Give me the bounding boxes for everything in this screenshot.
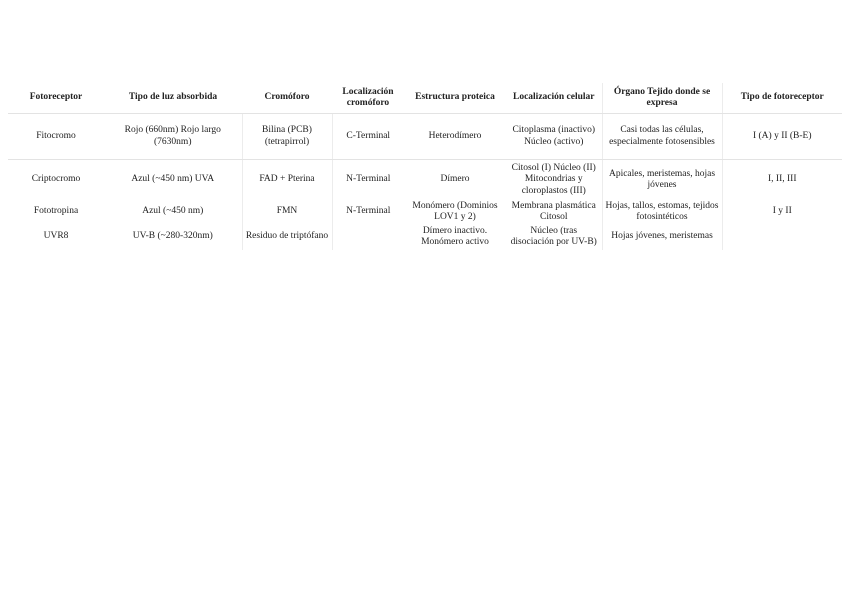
cell-fotoreceptor: Criptocromo [31, 174, 81, 185]
cell-fotoreceptor: Fototropina [33, 206, 79, 217]
header-fotoreceptor: Fotoreceptor [8, 83, 104, 114]
cell-fotoreceptor: Fitocromo [8, 114, 104, 160]
cell-luz: Azul (~450 nm) UVA [104, 160, 242, 201]
cell-loc-cromoforo: N-Terminal [346, 206, 391, 217]
photoreceptor-table [8, 83, 842, 250]
cell-loc-cromoforo: N-Terminal [346, 174, 391, 185]
header-localizacion-cromoforo: Localización cromóforo [332, 83, 404, 114]
cell-fotoreceptor: UVR8 [43, 231, 69, 242]
cell-cromoforo: FAD + Pterina [242, 160, 332, 201]
cell-loc-celular: Núcleo (tras disociación por UV-B) [506, 224, 602, 250]
cell-luz: Azul (~450 nm) [104, 200, 242, 224]
table-row [8, 114, 842, 160]
header-estructura-proteica: Estructura proteica [404, 83, 506, 114]
cell-organo: Hojas, tallos, estomas, tejidos fotosintéticos [602, 200, 722, 224]
cell-luz: UV-B (~280-320nm) [104, 224, 242, 250]
cell-tipo: I, II, III [768, 174, 797, 185]
table-row [8, 224, 842, 250]
cell-loc-cromoforo: C-Terminal [332, 114, 404, 160]
cell-estructura: Dímero [440, 174, 470, 185]
header-tipo-fotoreceptor: Tipo de fotoreceptor [722, 83, 842, 114]
cell-cromoforo: FMN [242, 200, 332, 224]
cell-loc-celular: Citosol (I) Núcleo (II) Mitocondrias y cloroplastos (III) [506, 160, 602, 201]
cell-organo: Casi todas las células, especialmente fotosensibles [602, 114, 722, 160]
table-row [8, 200, 842, 224]
cell-estructura: Monómero (Dominios LOV1 y 2) [412, 200, 498, 222]
table-row [8, 160, 842, 201]
cell-estructura: Dímero inactivo. Monómero activo [421, 225, 489, 247]
table-header-row [8, 83, 842, 114]
cell-cromoforo: Bilina (PCB) (tetrapirrol) [242, 114, 332, 160]
cell-organo: Apicales, meristemas, hojas jóvenes [602, 160, 722, 201]
cell-loc-celular: Membrana plasmática Citosol [506, 200, 602, 224]
cell-tipo: I y II [772, 206, 792, 217]
header-localizacion-celular: Localización celular [506, 83, 602, 114]
cell-loc-cromoforo [332, 224, 404, 250]
header-organo-tejido: Órgano Tejido donde se expresa [602, 83, 722, 114]
cell-tipo [722, 224, 842, 250]
header-tipo-luz: Tipo de luz absorbida [104, 83, 242, 114]
cell-tipo: I (A) y II (B-E) [722, 114, 842, 160]
cell-estructura: Heterodímero [404, 114, 506, 160]
cell-loc-celular: Citoplasma (inactivo) Núcleo (activo) [506, 114, 602, 160]
cell-organo: Hojas jóvenes, meristemas [602, 224, 722, 250]
header-cromoforo: Cromóforo [242, 83, 332, 114]
cell-luz: Rojo (660nm) Rojo largo (7630nm) [104, 114, 242, 160]
cell-cromoforo: Residuo de triptófano [242, 224, 332, 250]
